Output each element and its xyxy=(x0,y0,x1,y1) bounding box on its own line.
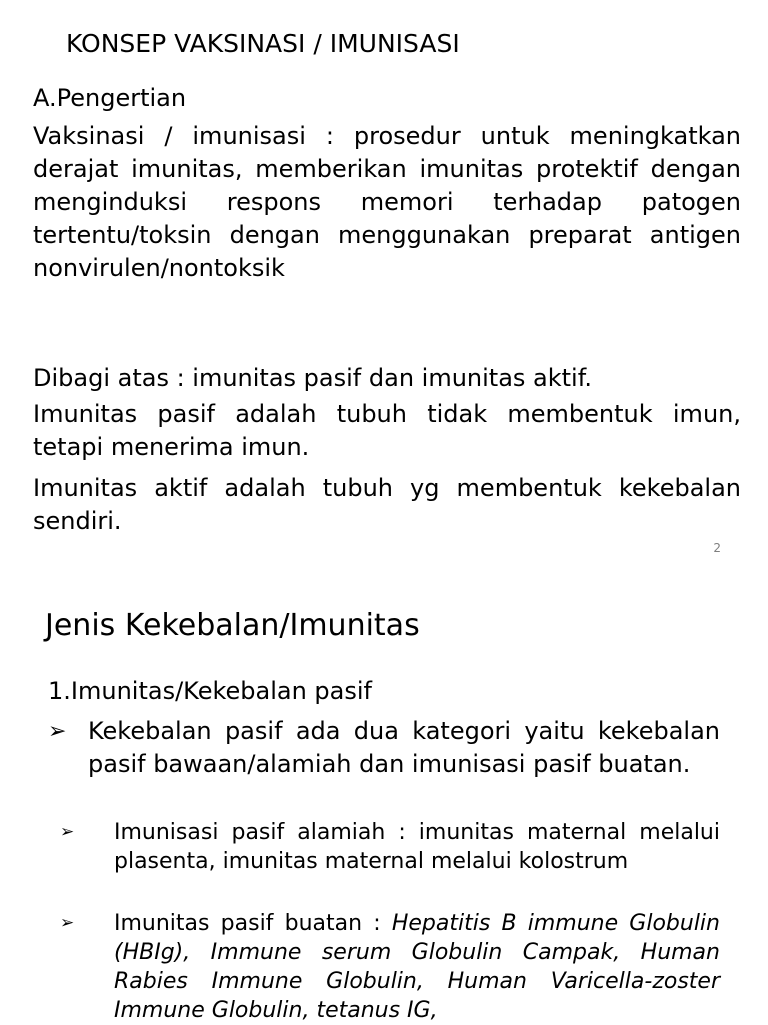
sub-bullet-item xyxy=(60,818,720,876)
sub-bullet-prefix: Imunitas pasif buatan : xyxy=(114,911,392,936)
sub-bullet-text xyxy=(114,909,720,1025)
definition-paragraph: Vaksinasi / imunisasi : prosedur untuk meningkatkan derajat imunitas, memberikan imunitas protektif dengan menginduksi respons memori terhadap patogen tertentu/toksin dengan menggunakan preparat antigen nonvirulen/nontoksik xyxy=(33,122,741,282)
sub-bullet-text: Imunisasi pasif alamiah : imunitas maternal melalui plasenta, imunitas maternal melalui kolostrum xyxy=(114,820,720,874)
sub-bullet-italic-list: Hepatitis B immune Globulin (HBIg), Immune serum Globulin Campak, Human Rabies Immune Globulin, Human Varicella-zoster Immune Globulin, tetanus IG, xyxy=(114,911,720,1023)
bullet-text: Kekebalan pasif ada dua kategori yaitu kekebalan pasif bawaan/alamiah dan imunisasi pasif buatan. xyxy=(88,717,720,778)
passive-immunity-paragraph: Imunitas pasif adalah tubuh tidak membentuk imun, tetapi menerima imun. xyxy=(33,400,741,461)
section-heading: A.Pengertian xyxy=(33,84,187,112)
arrow-bullet-icon: ➢ xyxy=(60,822,75,842)
arrow-bullet-icon: ➢ xyxy=(60,913,75,933)
sub-bullet-item xyxy=(60,909,720,1025)
slide-title: Jenis Kekebalan/Imunitas xyxy=(45,608,420,643)
section-subheading: 1.Imunitas/Kekebalan pasif xyxy=(48,677,372,705)
active-immunity-paragraph: Imunitas aktif adalah tubuh yg membentuk kekebalan sendiri. xyxy=(33,474,741,535)
slide-title: KONSEP VAKSINASI / IMUNISASI xyxy=(66,29,460,58)
page-number: 2 xyxy=(713,541,721,555)
bullet-item xyxy=(48,715,720,781)
division-paragraph: Dibagi atas : imunitas pasif dan imunitas aktif. xyxy=(33,364,593,392)
arrow-bullet-icon: ➢ xyxy=(48,719,67,744)
slide-jenis-kekebalan xyxy=(0,572,768,1024)
